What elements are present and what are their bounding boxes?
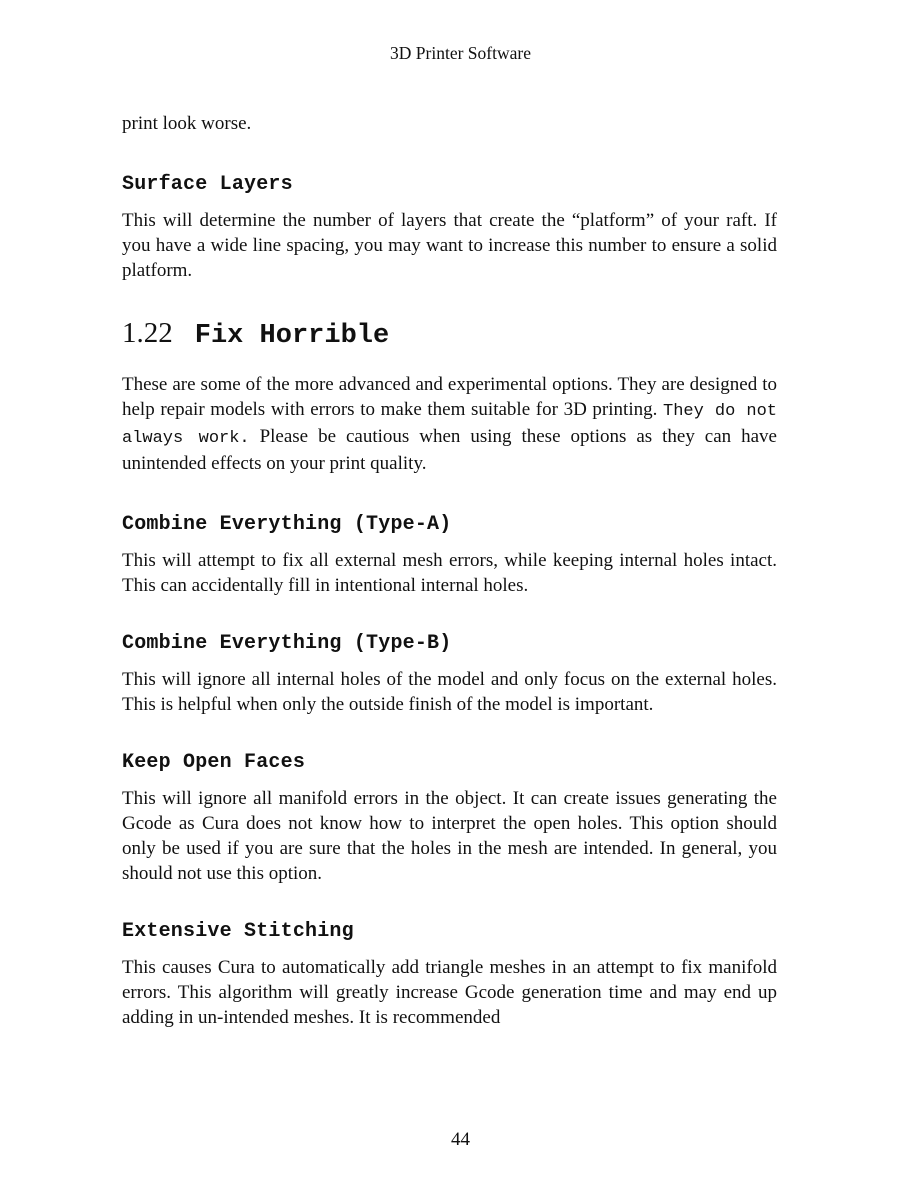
section-title: Fix Horrible xyxy=(194,321,390,351)
section-intro-paragraph xyxy=(122,372,777,476)
extensive-stitching-heading: Extensive Stitching xyxy=(122,920,354,943)
extensive-stitching-paragraph: This causes Cura to automatically add triangle meshes in an attempt to fix manifold errors. This algorithm will greatly increase Gcode generation time and may end up adding in un-intended meshes. It is recommended xyxy=(122,957,777,1028)
section-intro-text-2: Please be cautious when using these options as they can have unintended effects on your print quality. xyxy=(122,426,777,474)
surface-layers-paragraph: This will determine the number of layers that create the “platform” of your raft. If you have a wide line spacing, you may want to increase this number to ensure a solid platform. xyxy=(122,210,777,281)
keep-open-faces-heading: Keep Open Faces xyxy=(122,751,306,774)
combine-type-b-paragraph: This will ignore all internal holes of the model and only focus on the external holes. This is helpful when only the outside finish of the model is important. xyxy=(122,669,777,715)
keep-open-faces-paragraph: This will ignore all manifold errors in the object. It can create issues generating the Gcode as Cura does not know how to interpret the open holes. This option should only be used if you are sure that the holes in the mesh are intended. In general, you should not use this option. xyxy=(122,788,777,884)
section-number: 1.22 xyxy=(122,317,173,349)
continued-paragraph: print look worse. xyxy=(122,113,252,134)
combine-type-a-paragraph: This will attempt to fix all external mesh errors, while keeping internal holes intact. This can accidentally fill in intentional internal holes. xyxy=(122,550,777,596)
section-heading xyxy=(122,315,777,354)
page-number: 44 xyxy=(451,1129,470,1150)
combine-type-b-heading: Combine Everything (Type-B) xyxy=(122,632,452,655)
combine-type-a-heading: Combine Everything (Type-A) xyxy=(122,513,452,536)
running-header: 3D Printer Software xyxy=(390,43,531,63)
page-content xyxy=(122,111,777,1030)
section-intro-mono-text: They do not always work. xyxy=(122,402,778,448)
surface-layers-heading: Surface Layers xyxy=(122,173,293,196)
section-intro-text-1: These are some of the more advanced and experimental options. They are designed to help repair models with errors to make them suitable for 3D printing. xyxy=(122,374,777,420)
